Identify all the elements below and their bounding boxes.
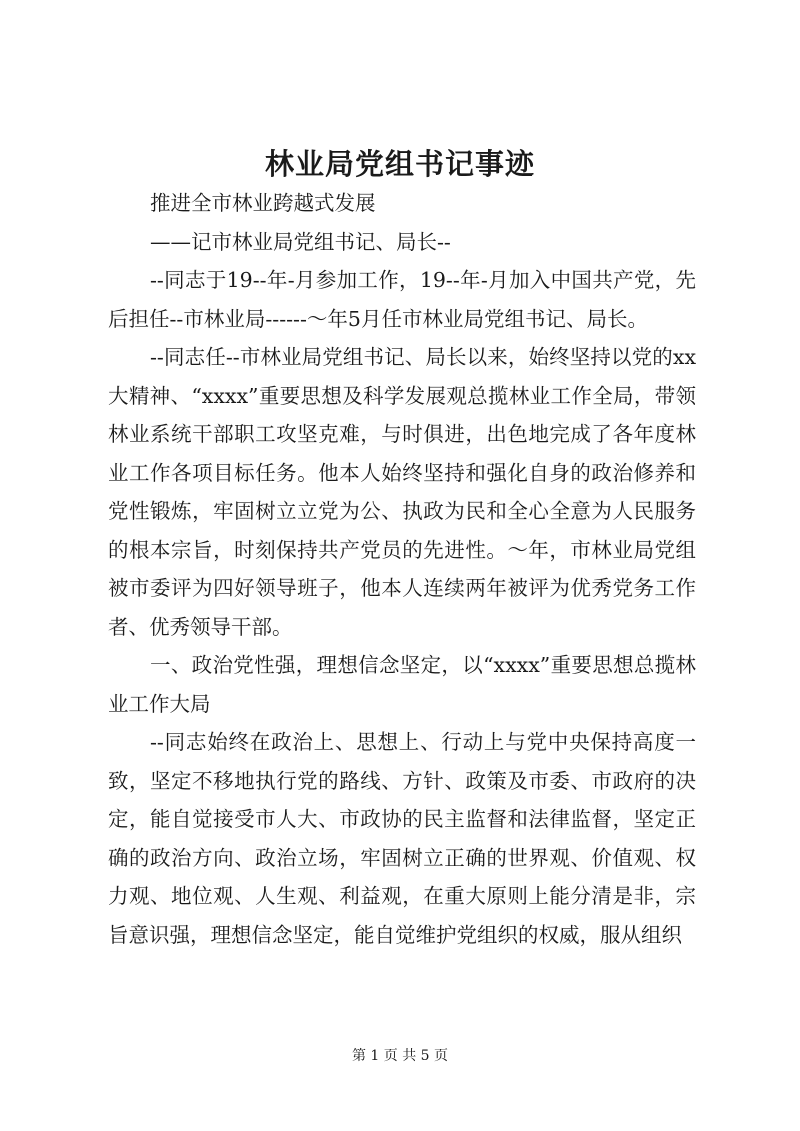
document-title: 林业局党组书记事迹: [264, 147, 535, 181]
subtitle-paragraph: 推进全市林业跨越式发展: [150, 191, 376, 215]
body-paragraph: --同志始终在政治上、思想上、行动上与党中央保持高度一致，坚定不移地执行党的路线、方针、政策及市委、市政府的决定，能自觉接受市人大、市政协的民主监督和法律监督，坚定正确的政治方向、政治立场，牢固树立正确的世界观、价值观、权力观、地位观、人生观、利益观，在重大原则上能分清是非，宗旨意识强，理想信念坚定，能自觉维护党组织的权威，服从组织: [108, 730, 696, 947]
body-paragraph: --同志任--市林业局党组书记、局长以来，始终坚持以党的xx大精神、“xxxx”重要思想及科学发展观总揽林业工作全局，带领林业系统干部职工攻坚克难，与时俱进，出色地完成了各年度林业工作各项目标任务。他本人始终坚持和强化自身的政治修养和党性锻炼，牢固树立立党为公、执政为民和全心全意为人民服务的根本宗旨，时刻保持共产党员的先进性。～年，市林业局党组被市委评为四好领导班子，他本人连续两年被评为优秀党务工作者、优秀领导干部。: [108, 345, 696, 639]
document-body: [108, 184, 696, 954]
body-paragraph: --同志于19--年-月参加工作，19--年-月加入中国共产党，先后担任--市林业局------～年5月任市林业局党组书记、局长。: [108, 268, 696, 331]
byline-paragraph: ——记市林业局党组书记、局长--: [150, 229, 451, 254]
page-number: 第 1 页 共 5 页: [351, 1048, 449, 1064]
section-heading: 一、政治党性强，理想信念坚定，以“xxxx”重要思想总揽林业工作大局: [108, 653, 696, 716]
